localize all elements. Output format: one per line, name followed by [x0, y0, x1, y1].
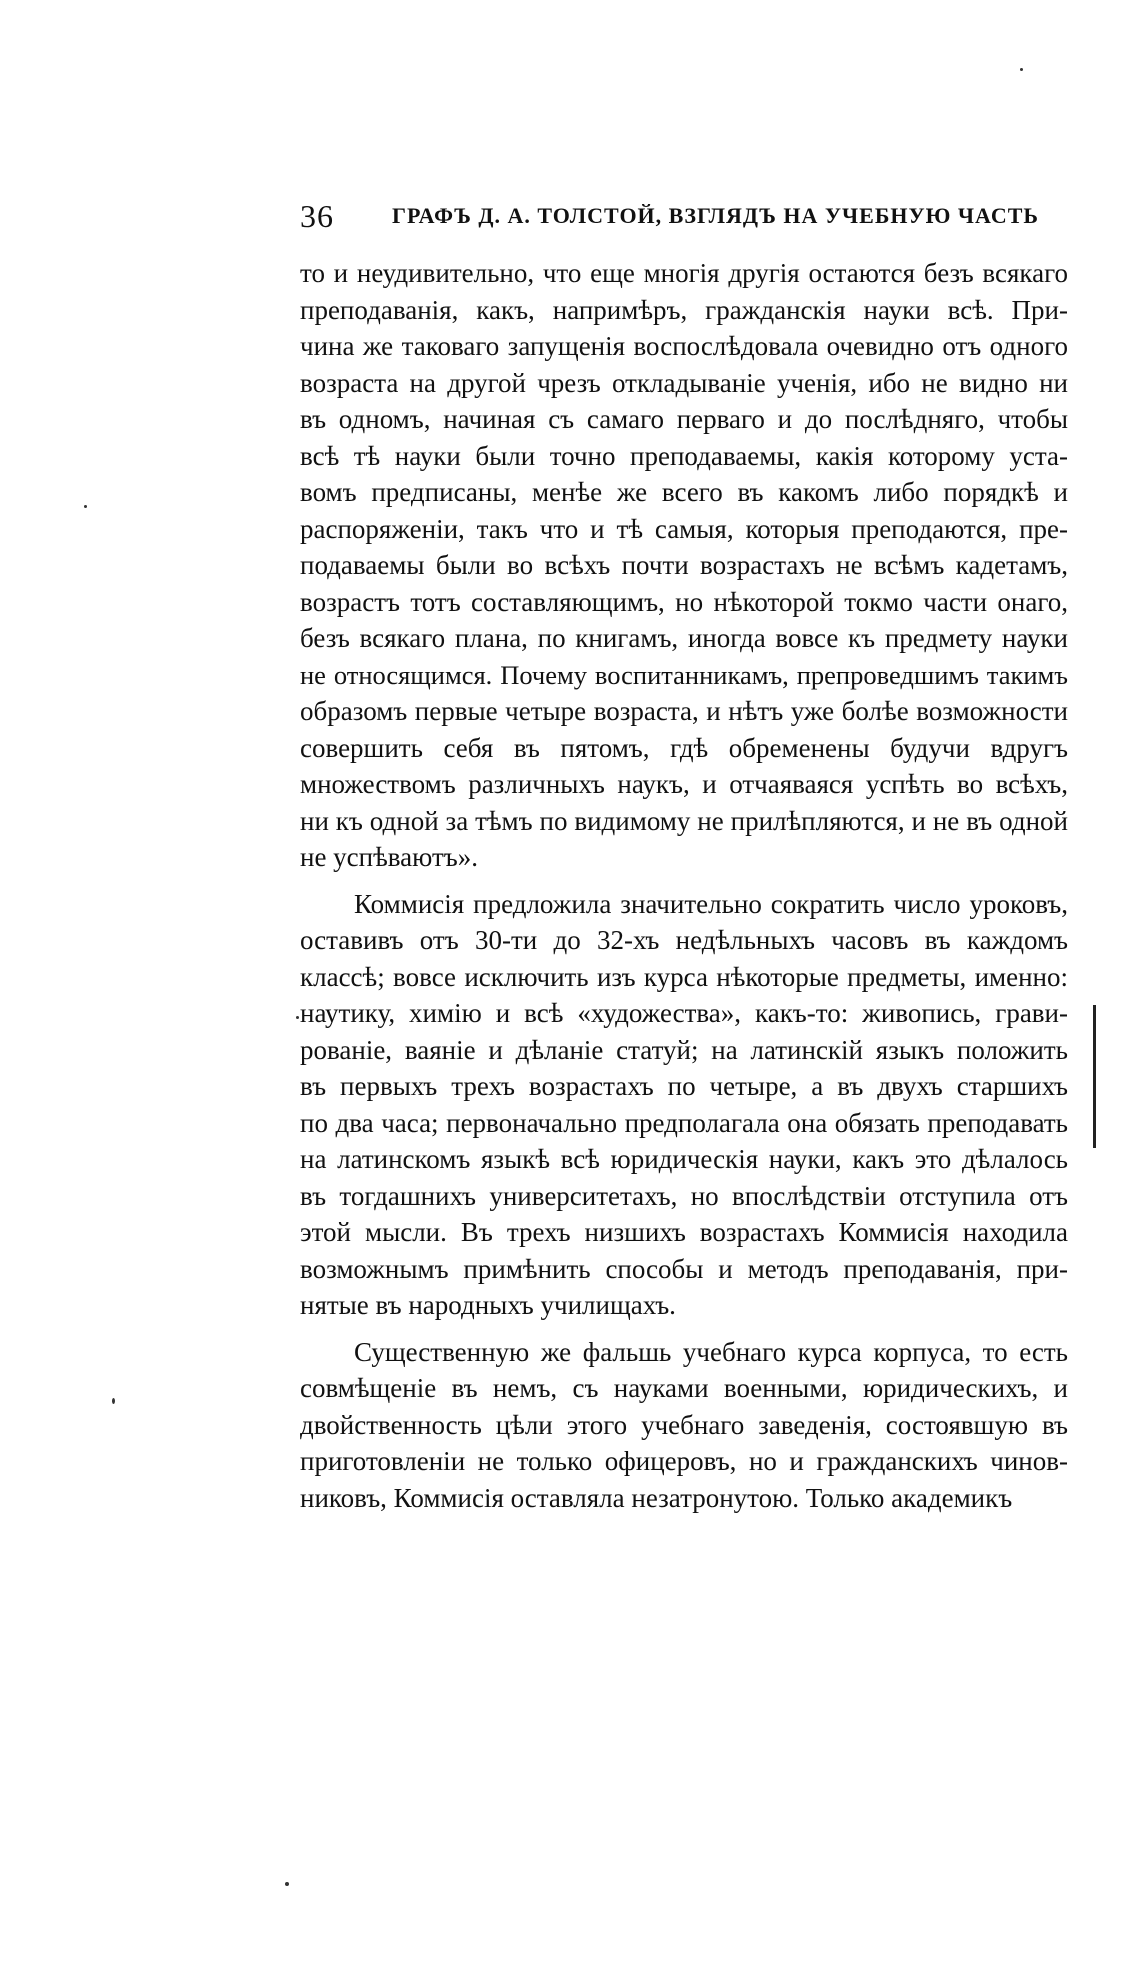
text-line: подаваемы были во всѣхъ почти возрастахъ не всѣмъ кадетамъ, — [300, 550, 1068, 580]
text-line: не успѣваютъ». — [300, 842, 478, 872]
text-line: совмѣщеніе въ немъ, съ науками военными, юридическихъ, и — [300, 1373, 1068, 1403]
text-line: совершить себя въ пятомъ, гдѣ обременены будучи вдругъ — [300, 732, 1068, 763]
print-speck — [112, 1398, 115, 1404]
text-line: возраста на другой чрезъ откладываніе ученія, ибо не видно ни — [300, 367, 1068, 398]
print-speck — [84, 505, 87, 508]
text-line: чина же таковаго запущенія воспослѣдовала очевидно отъ одного — [300, 331, 1068, 361]
paragraph — [300, 886, 1068, 1324]
page-edge-mark — [1093, 1005, 1096, 1148]
text-line: въ одномъ, начиная съ самаго перваго и до послѣдняго, чтобы — [300, 404, 1068, 434]
text-line: двойственность цѣли этого учебнаго заведенія, состоявшую въ — [300, 1409, 1068, 1440]
text-line: возможнымъ примѣнить способы и методъ преподаванія, при- — [300, 1253, 1068, 1284]
text-line: въ тогдашнихъ университетахъ, но впослѣдствіи отступила отъ — [300, 1180, 1068, 1211]
text-line: оставивъ отъ 30-ти до 32-хъ недѣльныхъ часовъ въ каждомъ — [300, 925, 1068, 955]
text-line: этой мысли. Въ трехъ низшихъ возрастахъ Коммисія находила — [300, 1217, 1068, 1247]
text-line: Коммисія предложила значительно сократить число уроковъ, — [354, 888, 1068, 919]
text-line: никовъ, Коммисія оставляла незатронутою. Только академикъ — [300, 1482, 1013, 1513]
text-line: возрастъ тотъ составляющимъ, но нѣкоторой токмо части онаго, — [300, 586, 1068, 617]
text-line: не относящимся. Почему воспитанникамъ, препроведшимъ такимъ — [300, 659, 1068, 690]
text-line: наутику, химію и всѣ «художества», какъ-то: живопись, грави- — [300, 998, 1068, 1028]
text-line: множествомъ различныхъ наукъ, и отчаяваяся успѣть во всѣхъ, — [300, 769, 1068, 799]
body-text — [300, 255, 1068, 1516]
page-number: 36 — [300, 198, 334, 234]
page-header — [300, 192, 1039, 240]
text-line: классѣ; вовсе исключить изъ курса нѣкоторые предметы, именно: — [300, 961, 1068, 992]
text-line: преподаванія, какъ, напримѣръ, гражданскія науки всѣ. При- — [300, 294, 1068, 325]
text-line: приготовленіи не только офицеровъ, но и гражданскихъ чинов- — [300, 1446, 1068, 1476]
text-line: всѣ тѣ науки были точно преподаваемы, какія которому уста- — [300, 440, 1068, 471]
running-title: ГРАФЪ Д. А. ТОЛСТОЙ, ВЗГЛЯДЪ НА УЧЕБНУЮ ЧАСТЬ — [392, 203, 1039, 228]
print-speck — [1020, 68, 1023, 71]
text-line: въ первыхъ трехъ возрастахъ по четыре, а въ двухъ старшихъ — [300, 1071, 1068, 1101]
text-line: нятые въ народныхъ училищахъ. — [300, 1290, 676, 1320]
print-speck — [296, 1016, 299, 1019]
paragraph — [300, 255, 1068, 876]
text-line: то и неудивительно, что еще многія другія остаются безъ всякаго — [300, 258, 1068, 288]
text-line: безъ всякаго плана, по книгамъ, иногда вовсе къ предмету науки — [300, 623, 1068, 653]
paragraph — [300, 1334, 1068, 1517]
text-line: вомъ предписаны, менѣе же всего въ какомъ либо порядкѣ и — [300, 477, 1068, 507]
text-line: Существенную же фальшь учебнаго курса корпуса, то есть — [354, 1336, 1068, 1367]
text-line: ни къ одной за тѣмъ по видимому не прилѣпляются, и не въ одной — [300, 805, 1068, 836]
text-line: на латинскомъ языкѣ всѣ юридическія науки, какъ это дѣлалось — [300, 1144, 1068, 1174]
text-line: образомъ первые четыре возраста, и нѣтъ уже болѣе возможности — [300, 696, 1068, 726]
text-line: по два часа; первоначально предполагала она обязать преподавать — [300, 1107, 1068, 1138]
text-line: распоряженіи, такъ что и тѣ самыя, которыя преподаются, пре- — [300, 513, 1068, 544]
text-line: рованіе, ваяніе и дѣланіе статуй; на латинскій языкъ положить — [300, 1034, 1068, 1065]
print-speck — [285, 1882, 289, 1886]
